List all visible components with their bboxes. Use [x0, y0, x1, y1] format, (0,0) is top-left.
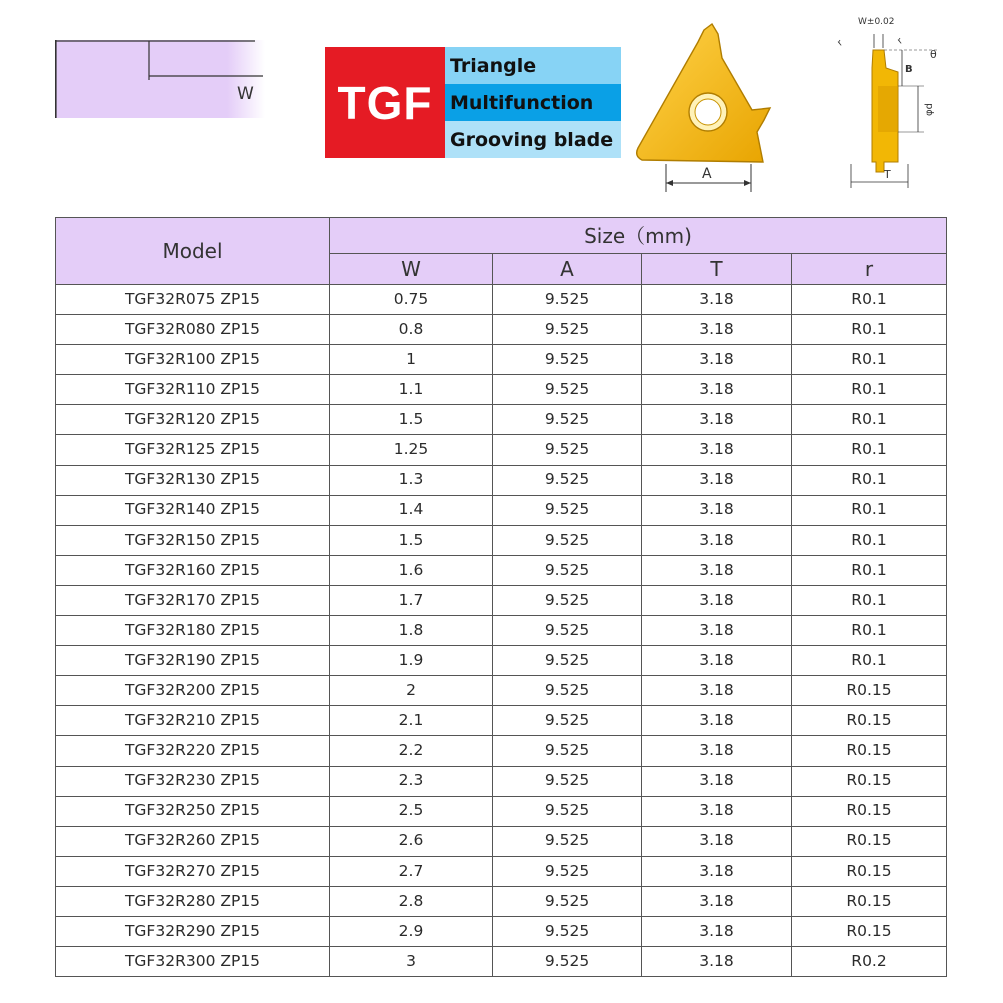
- w-cell: 0.8: [330, 315, 493, 345]
- w-diagram-graphic: [55, 40, 265, 118]
- r-cell: R0.1: [792, 285, 947, 315]
- w-tolerance-label: W±0.02: [858, 17, 895, 27]
- size-header: Size（mm): [330, 218, 947, 254]
- a-cell: 9.525: [493, 856, 642, 886]
- r-label-left: r: [835, 38, 845, 49]
- t-label: T: [884, 168, 891, 181]
- r-label-right: r: [895, 36, 905, 47]
- model-cell: TGF32R300 ZP15: [56, 947, 330, 977]
- model-cell: TGF32R170 ZP15: [56, 585, 330, 615]
- model-cell: TGF32R200 ZP15: [56, 676, 330, 706]
- r-cell: R0.1: [792, 525, 947, 555]
- table-row: [56, 315, 947, 345]
- table-row: [56, 525, 947, 555]
- model-cell: TGF32R140 ZP15: [56, 495, 330, 525]
- a-cell: 9.525: [493, 585, 642, 615]
- a-cell: 9.525: [493, 405, 642, 435]
- r-cell: R0.1: [792, 495, 947, 525]
- side-profile-icon: [832, 12, 944, 192]
- a-cell: 9.525: [493, 375, 642, 405]
- w-cell: 1.5: [330, 405, 493, 435]
- d-label: φd: [924, 103, 935, 116]
- a-cell: 9.525: [493, 285, 642, 315]
- r-cell: R0.15: [792, 796, 947, 826]
- a-cell: 9.525: [493, 345, 642, 375]
- t-cell: 3.18: [642, 886, 792, 916]
- model-cell: TGF32R080 ZP15: [56, 315, 330, 345]
- a-cell: 9.525: [493, 676, 642, 706]
- side-profile-drawing: [832, 12, 944, 192]
- t-cell: 3.18: [642, 435, 792, 465]
- model-cell: TGF32R180 ZP15: [56, 616, 330, 646]
- t-cell: 3.18: [642, 916, 792, 946]
- model-cell: TGF32R280 ZP15: [56, 886, 330, 916]
- t-cell: 3.18: [642, 315, 792, 345]
- a-cell: 9.525: [493, 796, 642, 826]
- model-cell: TGF32R220 ZP15: [56, 736, 330, 766]
- table-row: [56, 616, 947, 646]
- r-cell: R0.1: [792, 465, 947, 495]
- table-row: [56, 405, 947, 435]
- w-cell: 1.8: [330, 616, 493, 646]
- w-cell: 2: [330, 676, 493, 706]
- r-cell: R0.15: [792, 856, 947, 886]
- w-cell: 2.7: [330, 856, 493, 886]
- table-row: [56, 585, 947, 615]
- w-cell: 1.6: [330, 555, 493, 585]
- table-row: [56, 435, 947, 465]
- t-cell: 3.18: [642, 676, 792, 706]
- r-cell: R0.1: [792, 585, 947, 615]
- a-header: A: [493, 254, 642, 285]
- t-cell: 3.18: [642, 796, 792, 826]
- w-cell: 2.1: [330, 706, 493, 736]
- w-dimension-diagram: [55, 40, 265, 118]
- t-cell: 3.18: [642, 766, 792, 796]
- r-cell: R0.1: [792, 616, 947, 646]
- table-body: [56, 285, 947, 977]
- tgf-logo: TGF: [325, 47, 445, 158]
- model-cell: TGF32R075 ZP15: [56, 285, 330, 315]
- t-cell: 3.18: [642, 495, 792, 525]
- model-cell: TGF32R190 ZP15: [56, 646, 330, 676]
- t-cell: 3.18: [642, 616, 792, 646]
- w-cell: 1.1: [330, 375, 493, 405]
- r-cell: R0.1: [792, 555, 947, 585]
- r-cell: R0.15: [792, 676, 947, 706]
- brand-banner: [325, 47, 621, 158]
- w-diagram-label: W: [237, 84, 254, 104]
- w-header: W: [330, 254, 493, 285]
- t-cell: 3.18: [642, 826, 792, 856]
- model-cell: TGF32R110 ZP15: [56, 375, 330, 405]
- theta-label: θ: [930, 48, 937, 61]
- w-cell: 2.8: [330, 886, 493, 916]
- a-label: A: [702, 166, 712, 182]
- a-cell: 9.525: [493, 616, 642, 646]
- table-row: [56, 285, 947, 315]
- a-cell: 9.525: [493, 766, 642, 796]
- w-cell: 1.7: [330, 585, 493, 615]
- table-row: [56, 465, 947, 495]
- table-row: [56, 916, 947, 946]
- table-row: [56, 555, 947, 585]
- r-cell: R0.15: [792, 706, 947, 736]
- r-cell: R0.1: [792, 315, 947, 345]
- table-row: [56, 766, 947, 796]
- a-cell: 9.525: [493, 826, 642, 856]
- model-cell: TGF32R100 ZP15: [56, 345, 330, 375]
- side-hole-section: [878, 86, 898, 132]
- table-row: [56, 826, 947, 856]
- tagline-multifunction: Multifunction: [445, 84, 621, 121]
- w-cell: 1.3: [330, 465, 493, 495]
- w-cell: 1.25: [330, 435, 493, 465]
- a-cell: 9.525: [493, 315, 642, 345]
- table-row: [56, 646, 947, 676]
- model-cell: TGF32R260 ZP15: [56, 826, 330, 856]
- w-cell: 1.5: [330, 525, 493, 555]
- a-cell: 9.525: [493, 555, 642, 585]
- r-cell: R0.1: [792, 646, 947, 676]
- r-cell: R0.1: [792, 435, 947, 465]
- a-cell: 9.525: [493, 736, 642, 766]
- t-cell: 3.18: [642, 285, 792, 315]
- a-cell: 9.525: [493, 706, 642, 736]
- w-cell: 2.2: [330, 736, 493, 766]
- w-cell: 2.3: [330, 766, 493, 796]
- model-cell: TGF32R130 ZP15: [56, 465, 330, 495]
- table-row: [56, 345, 947, 375]
- table-row: [56, 736, 947, 766]
- w-cell: 2.6: [330, 826, 493, 856]
- a-cell: 9.525: [493, 435, 642, 465]
- t-cell: 3.18: [642, 345, 792, 375]
- r-cell: R0.15: [792, 886, 947, 916]
- table-header: [56, 218, 947, 285]
- r-cell: R0.15: [792, 916, 947, 946]
- b-label: B: [905, 64, 913, 75]
- r-cell: R0.15: [792, 766, 947, 796]
- t-cell: 3.18: [642, 947, 792, 977]
- w-diagram-fill: [55, 40, 265, 118]
- model-cell: TGF32R210 ZP15: [56, 706, 330, 736]
- r-cell: R0.15: [792, 736, 947, 766]
- table-row: [56, 375, 947, 405]
- t-header: T: [642, 254, 792, 285]
- w-cell: 2.9: [330, 916, 493, 946]
- model-header: Model: [56, 218, 330, 285]
- table-row: [56, 676, 947, 706]
- insert-hole: [695, 99, 721, 125]
- a-cell: 9.525: [493, 646, 642, 676]
- w-cell: 0.75: [330, 285, 493, 315]
- t-cell: 3.18: [642, 585, 792, 615]
- r-cell: R0.2: [792, 947, 947, 977]
- table-row: [56, 856, 947, 886]
- table-row: [56, 796, 947, 826]
- model-cell: TGF32R125 ZP15: [56, 435, 330, 465]
- t-cell: 3.18: [642, 405, 792, 435]
- a-cell: 9.525: [493, 947, 642, 977]
- model-cell: TGF32R290 ZP15: [56, 916, 330, 946]
- table-row: [56, 886, 947, 916]
- spec-table: [55, 217, 947, 977]
- table-row: [56, 947, 947, 977]
- a-cell: 9.525: [493, 916, 642, 946]
- tagline-grooving-blade: Grooving blade: [445, 121, 621, 158]
- table-row: [56, 706, 947, 736]
- w-cell: 1.9: [330, 646, 493, 676]
- model-cell: TGF32R230 ZP15: [56, 766, 330, 796]
- triangle-insert-icon: [632, 22, 778, 196]
- a-cell: 9.525: [493, 525, 642, 555]
- r-header: r: [792, 254, 947, 285]
- model-cell: TGF32R120 ZP15: [56, 405, 330, 435]
- r-cell: R0.15: [792, 826, 947, 856]
- model-cell: TGF32R150 ZP15: [56, 525, 330, 555]
- model-cell: TGF32R250 ZP15: [56, 796, 330, 826]
- model-cell: TGF32R270 ZP15: [56, 856, 330, 886]
- t-cell: 3.18: [642, 375, 792, 405]
- r-cell: R0.1: [792, 345, 947, 375]
- r-cell: R0.1: [792, 405, 947, 435]
- t-cell: 3.18: [642, 646, 792, 676]
- t-cell: 3.18: [642, 465, 792, 495]
- w-cell: 1.4: [330, 495, 493, 525]
- w-cell: 1: [330, 345, 493, 375]
- insert-drawing: [632, 22, 778, 196]
- tagline-triangle: Triangle: [445, 47, 621, 84]
- t-cell: 3.18: [642, 555, 792, 585]
- w-cell: 3: [330, 947, 493, 977]
- t-cell: 3.18: [642, 706, 792, 736]
- a-cell: 9.525: [493, 495, 642, 525]
- a-cell: 9.525: [493, 465, 642, 495]
- t-cell: 3.18: [642, 525, 792, 555]
- t-cell: 3.18: [642, 736, 792, 766]
- w-cell: 2.5: [330, 796, 493, 826]
- t-cell: 3.18: [642, 856, 792, 886]
- a-cell: 9.525: [493, 886, 642, 916]
- r-cell: R0.1: [792, 375, 947, 405]
- table-row: [56, 495, 947, 525]
- model-cell: TGF32R160 ZP15: [56, 555, 330, 585]
